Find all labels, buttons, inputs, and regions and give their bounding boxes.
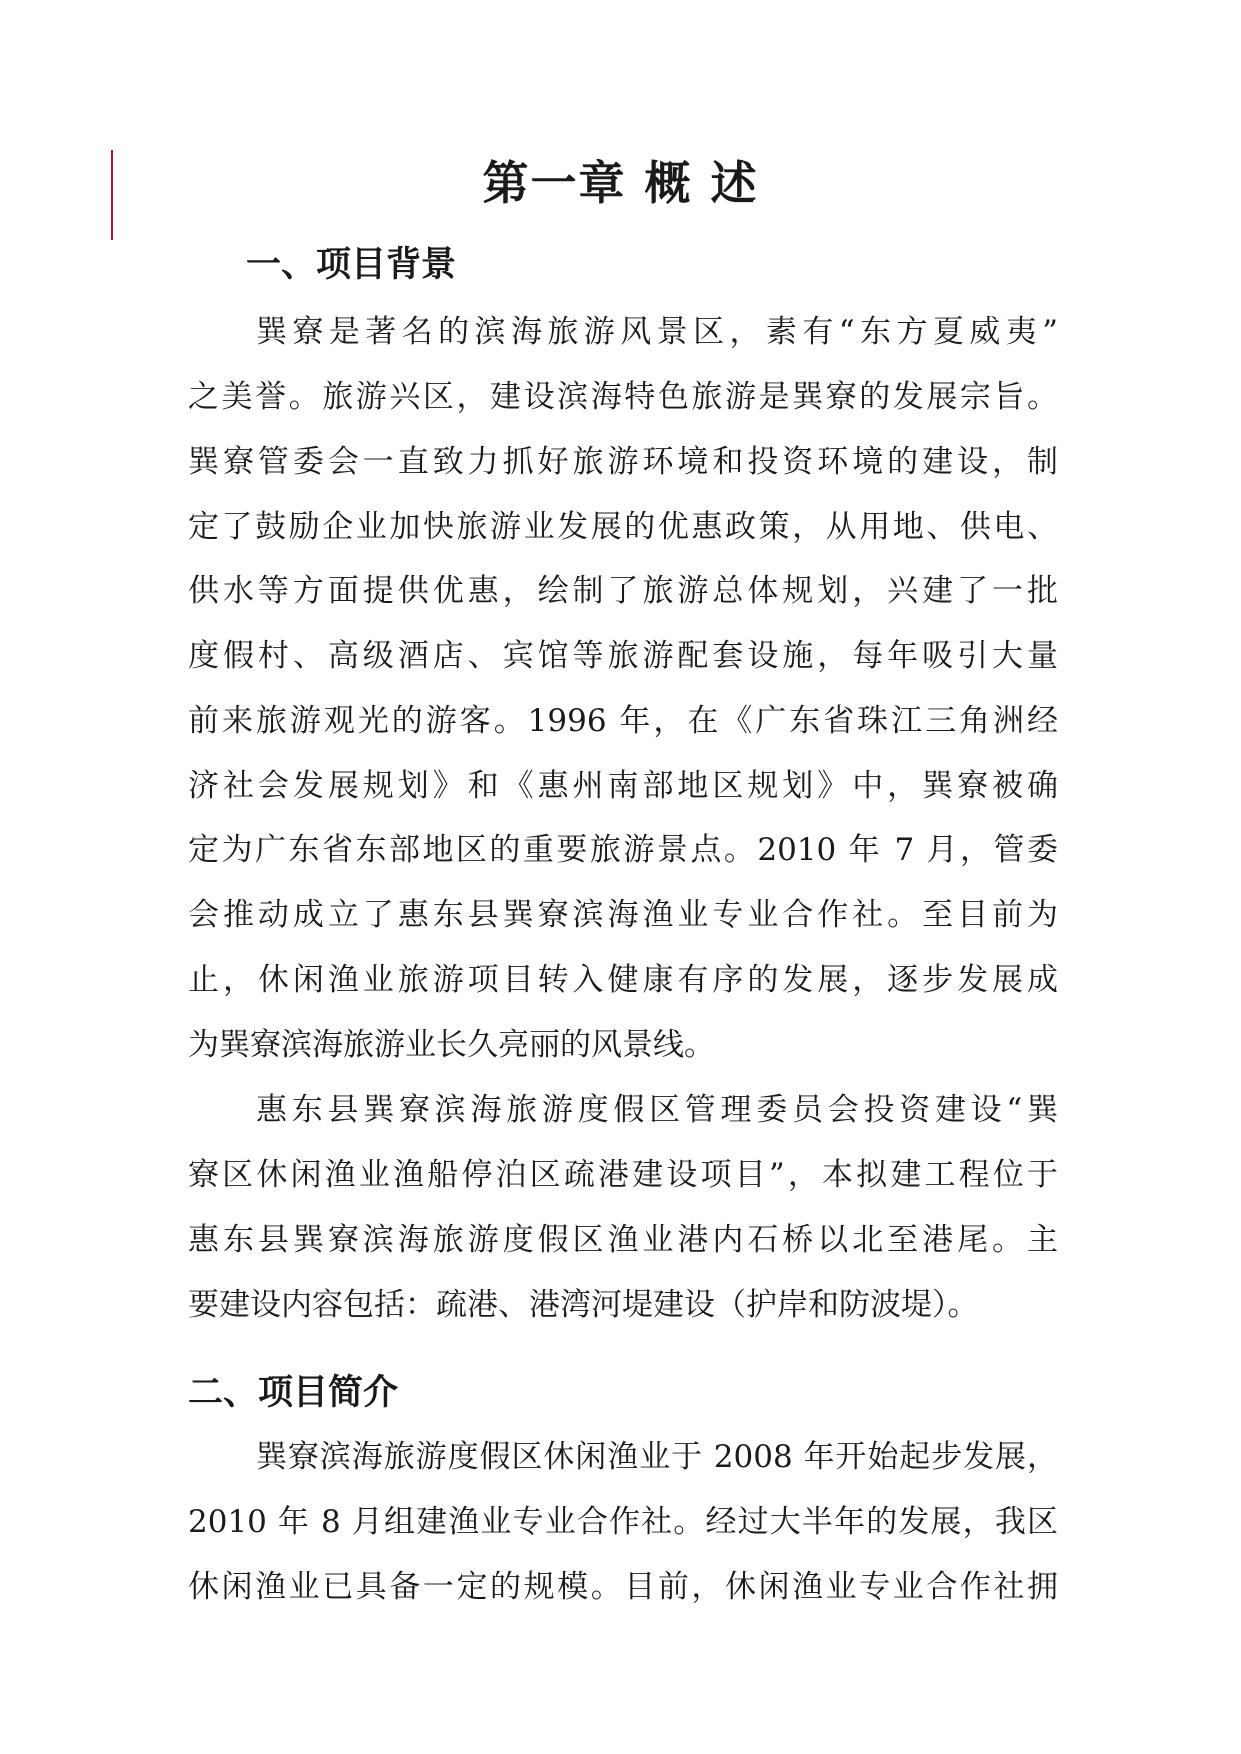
paragraph-line: 前来旅游观光的游客。1996 年，在《广东省珠江三角洲经 [188, 703, 1058, 739]
paragraph-line: 要建设内容包括：疏港、港湾河堤建设（护岸和防波堤）。 [188, 1287, 979, 1323]
paragraph-line: 巽寮管委会一直致力抓好旅游环境和投资环境的建设，制 [188, 444, 1058, 480]
paragraph-line: 寮区休闲渔业渔船停泊区疏港建设项目”，本拟建工程位于 [188, 1157, 1058, 1193]
paragraph-line: 2010 年 8 月组建渔业专业合作社。经过大半年的发展，我区 [188, 1504, 1058, 1540]
paragraph-line: 之美誉。旅游兴区，建设滨海特色旅游是巽寮的发展宗旨。 [188, 379, 1058, 415]
paragraph-line: 惠东县巽寮滨海旅游度假区渔业港内石桥以北至港尾。主 [188, 1222, 1058, 1258]
paragraph-line: 度假村、高级酒店、宾馆等旅游配套设施，每年吸引大量 [188, 638, 1058, 674]
section-heading-introduction: 二、项目简介 [188, 1373, 399, 1413]
chapter-title: 第一章 概 述 [482, 156, 759, 210]
paragraph-line: 会推动成立了惠东县巽寮滨海渔业专业合作社。至目前为 [188, 897, 1058, 933]
paragraph-line: 巽寮滨海旅游度假区休闲渔业于 2008 年开始起步发展， [256, 1439, 1058, 1475]
paragraph-line: 定为广东省东部地区的重要旅游景点。2010 年 7 月，管委 [188, 832, 1058, 868]
paragraph-line: 惠东县巽寮滨海旅游度假区管理委员会投资建设“巽 [256, 1092, 1058, 1128]
section-heading-background: 一、项目背景 [246, 245, 457, 285]
paragraph-line: 巽寮是著名的滨海旅游风景区，素有“东方夏威夷” [256, 314, 1058, 350]
paragraph-line: 为巽寮滨海旅游业长久亮丽的风景线。 [188, 1027, 715, 1063]
paragraph-line: 定了鼓励企业加快旅游业发展的优惠政策，从用地、供电、 [188, 509, 1058, 545]
paragraph-line: 止，休闲渔业旅游项目转入健康有序的发展，逐步发展成 [188, 962, 1058, 998]
paragraph-line: 供水等方面提供优惠，绘制了旅游总体规划，兴建了一批 [188, 573, 1058, 609]
paragraph-line: 休闲渔业已具备一定的规模。目前，休闲渔业专业合作社拥 [188, 1569, 1058, 1605]
paragraph-line: 济社会发展规划》和《惠州南部地区规划》中，巽寮被确 [188, 768, 1058, 804]
